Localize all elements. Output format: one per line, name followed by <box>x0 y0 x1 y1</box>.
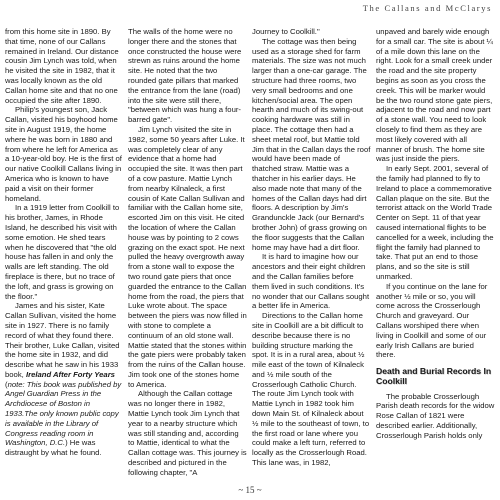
text-run: James and his sister, Kate Callan Sullivan, visited the home site in 1927. There is no family record of what they found there. Their brother, Luke Callan, visited the home site in 1932, and did describe what he saw in his 1933 book, <box>5 301 120 379</box>
text-column-4 <box>376 27 495 440</box>
paragraph: The probable Crosserlough Parish death records for the widow Rose Callan of 1821 were described earlier. Additionally, Crosserlough Parish holds only <box>376 391 495 440</box>
paragraph: If you continue on the lane for another ½ mile or so, you will come across the Crosserlough Church and graveyard. Our Callans worshiped there when living in Coolkill and some of our early Irish Callans are buried there. <box>376 281 488 360</box>
paragraph: The cottage was then being used as a storage shed for farm materials. The size was not much larger than a one-car garage. The structure had three rooms, two very small bedrooms and one kitchen/social area. The open hearth and much of its swing-out cooking hardware was still in place. The cottage then had a sheet metal roof, but Mattie told Jim that in the Callan days the roof would have been made of thatched straw. Mattie was a thatcher in his earlier days. He also made note that many of the homes of the Callan days had dirt floors. A description by Jim's Grandunckle Jack (our Bernard's brother John) of grass growing on the floor suggests that the Callan home may have had a dirt floor. <box>252 36 371 252</box>
paragraph: It is hard to imagine how our ancestors and their eight children and the Callan families before them lived in such conditions. It's no wonder that our Callans sought a better life in America. <box>252 252 370 311</box>
paragraph: Although the Callan cottage was no longer there in 1982, Mattie Lynch took Jim Lynch that year to a nearby structure which was still standing and, according to Mattie, identical to what the Callan cottage was. This journey is described and pictured in the following chapter, "A <box>128 389 247 477</box>
text-column-1 <box>5 27 124 458</box>
paragraph: Jim Lynch visited the site in 1982, some 50 years after Luke. It was completely clear of any evidence that a home had occupied the site. It was then part of a cow pasture. Mattie Lynch from nearby Kilnaleck, a first cousin of Kate Callan Sullivan and familiar with the Callan home site, escorted Jim on this visit. He cited the location of where the Callan house was by pointing to 2 cows grazing on the exact spot. He next pulled the heavy overgrowth away from a stone wall to expose the two round gate piers that once guarded the entrance to the Callan home from the road, the piers that Luke wrote about. The space between the piers was now filled in with stone to complete a continuum of an old stone wall. Mattie stated that the stones within the gate piers were probably taken from the ruins of the Callan house. Jim took one of the stones home to America. <box>128 124 247 389</box>
paragraph: Directions to the Callan home site in Coolkill are a bit difficult to describe because there is no building structure marking the spot. It is in a rural area, about ½ mile east of the town of Kilnaleck and ½ mile south of the Crosserlough Catholic Church. The route Jim Lynch took with Mattie Lynch in 1982 took him down Main St. of Kilnaleck about ½ mile to the southeast of town, to the first road or lane where you could make a left turn, referred to locally as the Crosserlough Road. This lane was, in 1982, <box>252 311 370 468</box>
paragraph <box>5 301 124 458</box>
paragraph: In early Sept. 2001, several of the family had planned to fly to Ireland to place a commemorative Callan plaque on the site. But the terrorist attack on the World Trade Center on Sept. 11 of that year caused international flights to be cancelled for a week, including the flight the family had planned to take. That put an end to those plans, and so the site is still unmarked. <box>376 164 494 281</box>
text-column-3 <box>252 27 371 468</box>
paragraph: The walls of the home were no longer there and the stones that once constructed the house were strewn as ruins around the home site. He noted that the two rounded gate pillars that marked the entrance from the lane (road) into the site were still there, "between which was hung a four-barred gate". <box>128 27 242 125</box>
paragraph: Journey to Coolkill." <box>252 27 320 36</box>
running-header: The Callans and McClarys <box>362 3 492 13</box>
book-title: Ireland After Forty Years <box>25 369 115 379</box>
paragraph: from this home site in 1890. By that time, none of our Callans remained in Ireland. Our distance cousin Jim Lynch was told, when he visited the site in 1982, that it was locally known as the old Callan home site and that no one occupied the site after 1890. <box>5 27 119 105</box>
paragraph: In a 1919 letter from Coolkill to his brother, James, in Rhode Island, he described his visit with some emotion. He shed tears when he discovered that "the old house has fallen in and only the walls are left standing. The old fireplace is there, but no trace of the loft, and grass is growing on the floor." <box>5 203 120 301</box>
text-column-2 <box>128 27 247 478</box>
paragraph: unpaved and barely wide enough for a small car. The site is about ¼ of a mile down this lane on the right. Look for a small creek under the road and the site property begins as soon as you cross the creek. This will be marker would be the two round stone gate piers, adjacent to the road and now part of a stone wall. You need to look closely to find them as they are most likely covered with all manner of brush. The home site was just inside the piers. <box>376 27 493 164</box>
page-number: ~ 15 ~ <box>238 485 262 495</box>
text-run: ) He was distraught by what he found. <box>5 438 102 458</box>
italic-note: note: This book was published by Angel Guardian Press in the Archdiocese of Boston in 1933.The only known public copy is available in the Library of Congress reading room in Washington, D.C. <box>5 379 122 448</box>
section-heading: Death and Burial Records In Coolkill <box>376 366 492 387</box>
text-run: ( <box>5 379 8 389</box>
paragraph: Philip's youngest son, Jack Callan, visited his boyhood home site in August 1919, the home where he was born in 1880 and from where he left for America as a 10-year-old boy. He is the first of our native Coolkill Callans living in America who is known to have paid a visit on their former homeland. <box>5 105 122 203</box>
